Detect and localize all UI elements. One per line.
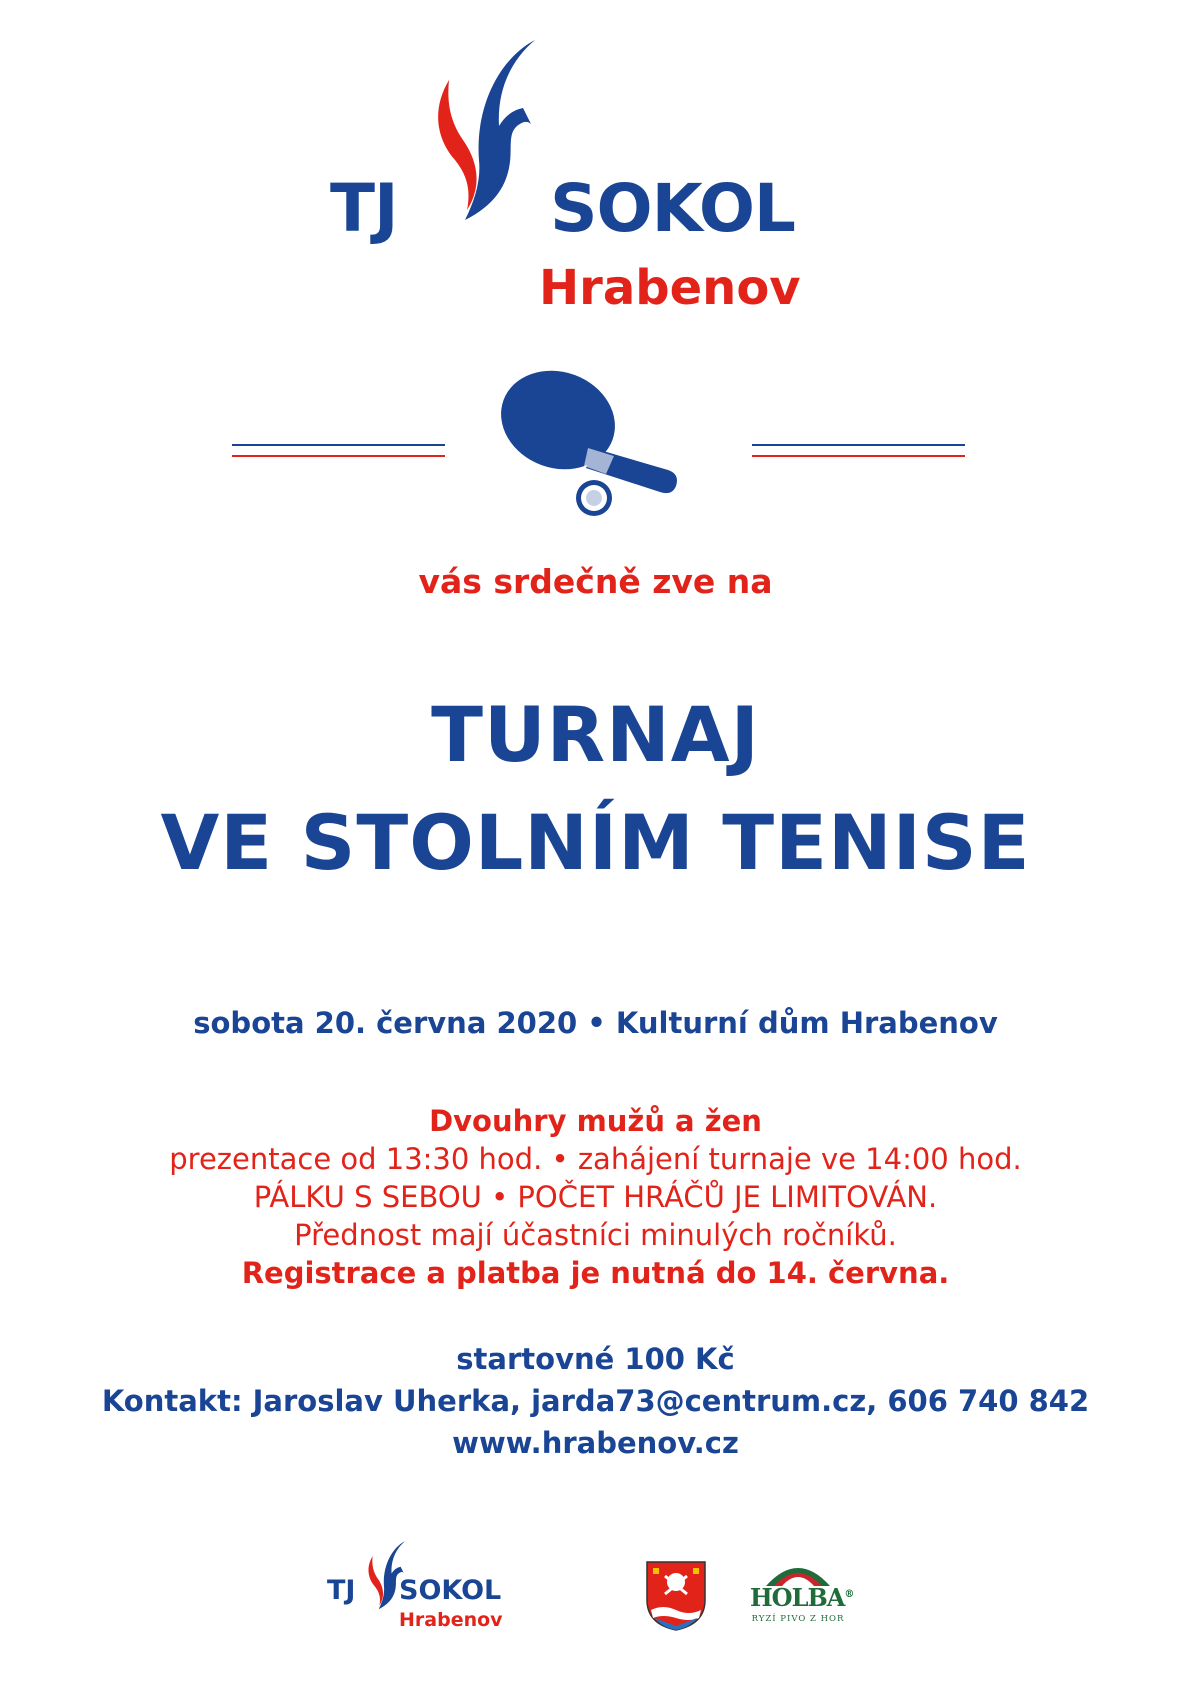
holba-sponsor-logo [750,1556,854,1630]
paddle-note-text: PÁLKU S SEBOU • POČET HRÁČŮ JE LIMITOVÁN. [253,1180,938,1214]
sokol-logo-top [330,40,890,330]
logo-place-text-small: Hrabenov [399,1609,503,1631]
title-line-2: VE STOLNÍM TENISE [160,798,1031,887]
logo-sokol-text: SOKOL [550,170,795,247]
logo-tj-text-small: TJ [327,1575,356,1606]
sokol-falcon-icon [427,40,547,230]
presentation-text: prezentace od 13:30 hod. • zahájení turnaje ve 14:00 hod. [169,1142,1022,1176]
fee-text: startovné 100 Kč [456,1342,735,1376]
logo-place-text: Hrabenov [539,260,801,316]
registration-text: Registrace a platba je nutná do 14. června. [241,1256,950,1290]
contact-text: Kontakt: Jaroslav Uherka, jarda73@centrum.cz, 606 740 842 [101,1384,1090,1418]
website-link[interactable]: www.hrabenov.cz [452,1426,739,1460]
holba-mountain-arc-icon [750,1556,846,1586]
date-place-text: sobota 20. června 2020 • Kulturní dům Hrabenov [193,1006,998,1040]
holba-tagline: RYZÍ PIVO Z HOR [751,1614,845,1624]
sokol-logo-bottom [327,1541,527,1631]
table-tennis-paddle-icon [498,370,698,520]
hrabenov-coat-of-arms-icon [645,1560,707,1632]
category-text: Dvouhry mužů a žen [429,1104,762,1138]
divider-left [232,444,445,458]
priority-text: Přednost mají účastníci minulých ročníků. [294,1218,897,1252]
holba-name: HOLBA® [750,1583,854,1612]
logo-sokol-text-small: SOKOL [399,1575,502,1606]
divider-right [752,444,965,458]
invite-text: vás srdečně zve na [418,562,773,601]
title-line-1: TURNAJ [431,690,760,779]
logo-tj-text: TJ [330,170,398,247]
